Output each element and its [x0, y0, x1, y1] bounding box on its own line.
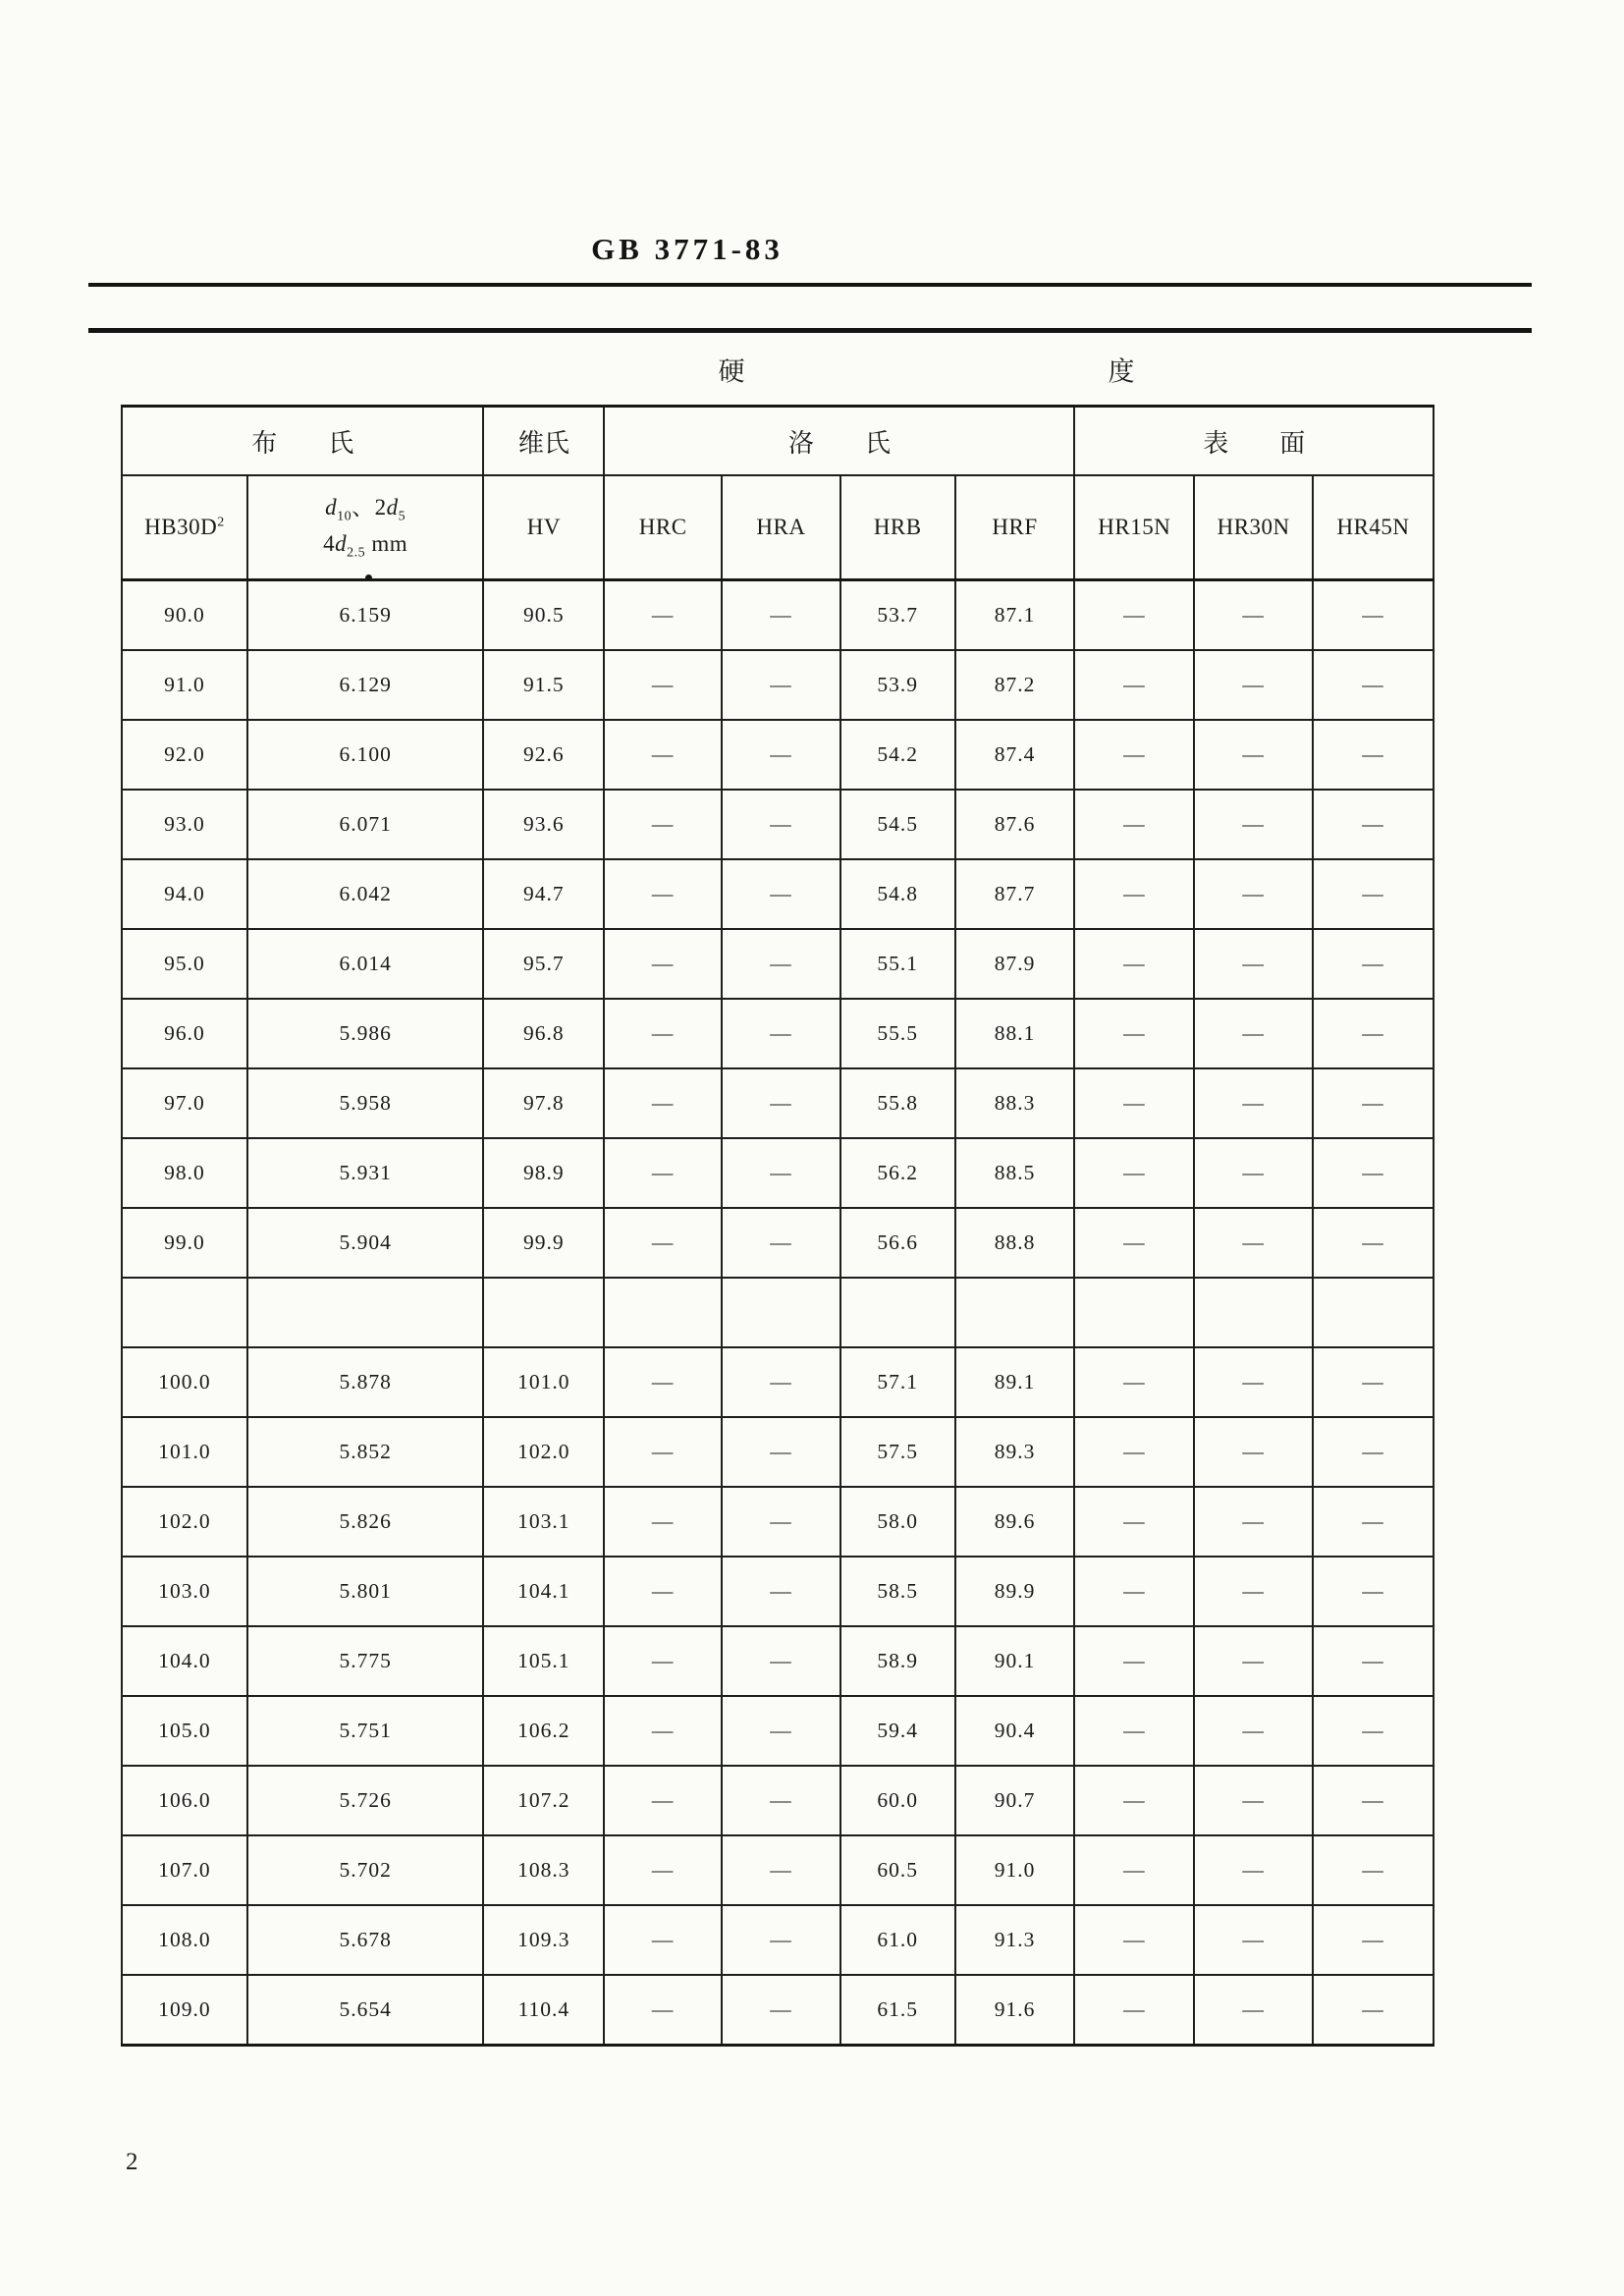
table-row — [122, 1696, 1434, 1766]
cell: — — [604, 650, 722, 720]
cell: 5.678 — [247, 1905, 484, 1975]
table-row — [122, 1347, 1434, 1417]
cell: — — [722, 1068, 840, 1138]
cell: 87.4 — [955, 720, 1075, 790]
cell: 96.0 — [122, 999, 247, 1068]
cell: 53.9 — [840, 650, 955, 720]
cell: — — [1313, 859, 1434, 929]
cell: — — [1074, 1417, 1194, 1487]
table-row — [122, 859, 1434, 929]
table-row — [122, 1278, 1434, 1347]
cell: 94.7 — [483, 859, 604, 929]
cell: — — [1074, 1905, 1194, 1975]
col-header-hrb: HRB — [840, 475, 955, 580]
cell: 96.8 — [483, 999, 604, 1068]
conversion-table — [121, 405, 1435, 2047]
cell: — — [1313, 929, 1434, 999]
cell: 58.0 — [840, 1487, 955, 1557]
cell: — — [604, 790, 722, 859]
cell: 100.0 — [122, 1347, 247, 1417]
cell: 98.9 — [483, 1138, 604, 1208]
cell: — — [1194, 790, 1313, 859]
cell: — — [1313, 1557, 1434, 1626]
cell: 5.702 — [247, 1835, 484, 1905]
cell: — — [1313, 1138, 1434, 1208]
cell — [955, 1278, 1075, 1347]
cell: 6.014 — [247, 929, 484, 999]
cell: 105.1 — [483, 1626, 604, 1696]
cell: — — [1194, 720, 1313, 790]
cell: — — [604, 1347, 722, 1417]
cell: — — [1074, 1347, 1194, 1417]
cell: — — [604, 859, 722, 929]
cell: — — [1074, 1696, 1194, 1766]
cell: — — [1074, 1766, 1194, 1835]
cell: 93.6 — [483, 790, 604, 859]
cell: — — [722, 1417, 840, 1487]
cell: 99.0 — [122, 1208, 247, 1278]
table-row — [122, 720, 1434, 790]
cell: 58.5 — [840, 1557, 955, 1626]
cell: — — [722, 1347, 840, 1417]
cell: 91.0 — [955, 1835, 1075, 1905]
cell: — — [1074, 790, 1194, 859]
cell: 5.931 — [247, 1138, 484, 1208]
page-number: 2 — [126, 2149, 138, 2175]
cell: — — [1194, 580, 1313, 651]
cell: 91.3 — [955, 1905, 1075, 1975]
cell: 88.1 — [955, 999, 1075, 1068]
cell — [604, 1278, 722, 1347]
cell: 5.986 — [247, 999, 484, 1068]
cell: — — [1313, 1696, 1434, 1766]
cell: — — [1313, 790, 1434, 859]
top-header-left-char: 硬 — [718, 356, 745, 386]
cell — [722, 1278, 840, 1347]
col-header-hb30d2: $HB30D^2$ — [122, 475, 247, 580]
cell: — — [1074, 1975, 1194, 2046]
cell: — — [722, 929, 840, 999]
cell: — — [1313, 1766, 1434, 1835]
table-row — [122, 1975, 1434, 2046]
cell: — — [1194, 1487, 1313, 1557]
cell: 54.2 — [840, 720, 955, 790]
cell: 57.1 — [840, 1347, 955, 1417]
cell: — — [1074, 580, 1194, 651]
table-row — [122, 580, 1434, 651]
cell: 5.775 — [247, 1626, 484, 1696]
cell: — — [722, 1487, 840, 1557]
cell: 95.7 — [483, 929, 604, 999]
cell: — — [1194, 859, 1313, 929]
cell: — — [1194, 1068, 1313, 1138]
cell: — — [1074, 1626, 1194, 1696]
cell: 90.7 — [955, 1766, 1075, 1835]
cell: — — [604, 1208, 722, 1278]
cell: — — [1074, 1487, 1194, 1557]
col-header-hr15n: HR15N — [1074, 475, 1194, 580]
cell: 88.8 — [955, 1208, 1075, 1278]
cell: — — [722, 1696, 840, 1766]
cell: 95.0 — [122, 929, 247, 999]
cell: — — [722, 1835, 840, 1905]
col-header-hrf: HRF — [955, 475, 1075, 580]
cell: 94.0 — [122, 859, 247, 929]
cell — [247, 1278, 484, 1347]
cell: 5.751 — [247, 1696, 484, 1766]
cell: — — [1194, 999, 1313, 1068]
cell: 107.0 — [122, 1835, 247, 1905]
cell: — — [722, 859, 840, 929]
cell: — — [1313, 1626, 1434, 1696]
cell: 105.0 — [122, 1696, 247, 1766]
cell: — — [1194, 1766, 1313, 1835]
cell: — — [1074, 1557, 1194, 1626]
cell: — — [1313, 1975, 1434, 2046]
cell: — — [1194, 1696, 1313, 1766]
cell: — — [1194, 1208, 1313, 1278]
cell: — — [604, 1975, 722, 2046]
cell: 55.8 — [840, 1068, 955, 1138]
cell: 60.0 — [840, 1766, 955, 1835]
cell: 99.9 — [483, 1208, 604, 1278]
cell: 87.2 — [955, 650, 1075, 720]
table-row — [122, 1068, 1434, 1138]
col-header-indentation-diameter: $d_{10}$、$2d_5$ $4d_{2.5}$ mm — [247, 475, 484, 580]
cell: 103.0 — [122, 1557, 247, 1626]
col-header-hra: HRA — [722, 475, 840, 580]
cell: — — [1313, 580, 1434, 651]
cell: 5.878 — [247, 1347, 484, 1417]
cell: — — [1313, 1487, 1434, 1557]
table-row — [122, 1208, 1434, 1278]
cell: 106.0 — [122, 1766, 247, 1835]
group-header-vickers: 维氏 — [483, 407, 604, 476]
cell: 5.852 — [247, 1417, 484, 1487]
cell: — — [1194, 1557, 1313, 1626]
table-row — [122, 790, 1434, 859]
cell — [840, 1278, 955, 1347]
cell — [1194, 1278, 1313, 1347]
cell: — — [1194, 650, 1313, 720]
table-row — [122, 1835, 1434, 1905]
cell: 91.5 — [483, 650, 604, 720]
cell: 61.0 — [840, 1905, 955, 1975]
cell: 90.4 — [955, 1696, 1075, 1766]
cell: 53.7 — [840, 580, 955, 651]
cell: — — [604, 1138, 722, 1208]
cell: 91.0 — [122, 650, 247, 720]
cell: — — [604, 1557, 722, 1626]
hardness-table — [88, 328, 1532, 2047]
cell: — — [1313, 1417, 1434, 1487]
cell: — — [722, 1975, 840, 2046]
cell: — — [1194, 1417, 1313, 1487]
horizontal-rule — [88, 283, 1532, 287]
cell: 87.1 — [955, 580, 1075, 651]
cell: 5.654 — [247, 1975, 484, 2046]
cell: 109.0 — [122, 1975, 247, 2046]
cell: — — [604, 929, 722, 999]
cell: — — [1313, 1835, 1434, 1905]
cell: 60.5 — [840, 1835, 955, 1905]
cell: — — [604, 1417, 722, 1487]
cell: 97.8 — [483, 1068, 604, 1138]
group-header-row — [122, 407, 1434, 476]
table-row — [122, 1766, 1434, 1835]
cell: — — [722, 580, 840, 651]
cell: 106.2 — [483, 1696, 604, 1766]
cell: — — [722, 650, 840, 720]
cell: — — [722, 790, 840, 859]
cell: 102.0 — [483, 1417, 604, 1487]
column-header-row — [122, 475, 1434, 580]
cell: 88.5 — [955, 1138, 1075, 1208]
cell — [122, 1278, 247, 1347]
top-header-row — [88, 333, 1532, 405]
cell: — — [1074, 1138, 1194, 1208]
cell: 97.0 — [122, 1068, 247, 1138]
cell: — — [722, 1138, 840, 1208]
cell: 93.0 — [122, 790, 247, 859]
cell: — — [1313, 1347, 1434, 1417]
cell: — — [1194, 929, 1313, 999]
group-header-rockwell: 洛 氏 — [604, 407, 1074, 476]
cell: — — [1313, 1905, 1434, 1975]
cell: — — [1074, 720, 1194, 790]
col-header-hv: HV — [483, 475, 604, 580]
cell: — — [604, 580, 722, 651]
cell: 104.0 — [122, 1626, 247, 1696]
cell: 108.0 — [122, 1905, 247, 1975]
cell: 90.1 — [955, 1626, 1075, 1696]
table-row — [122, 1138, 1434, 1208]
table-row — [122, 1487, 1434, 1557]
cell: 6.042 — [247, 859, 484, 929]
cell: — — [722, 1557, 840, 1626]
cell: 61.5 — [840, 1975, 955, 2046]
cell: 103.1 — [483, 1487, 604, 1557]
cell: 108.3 — [483, 1835, 604, 1905]
col-header-hr45n: HR45N — [1313, 475, 1434, 580]
cell — [1074, 1278, 1194, 1347]
cell: — — [722, 720, 840, 790]
cell: 6.129 — [247, 650, 484, 720]
cell — [1313, 1278, 1434, 1347]
cell: 92.6 — [483, 720, 604, 790]
cell: 104.1 — [483, 1557, 604, 1626]
cell: 6.071 — [247, 790, 484, 859]
cell: 59.4 — [840, 1696, 955, 1766]
cell: 91.6 — [955, 1975, 1075, 2046]
table-body — [122, 580, 1434, 2046]
cell: 55.1 — [840, 929, 955, 999]
cell: — — [1074, 1208, 1194, 1278]
cell: — — [1074, 929, 1194, 999]
cell: 98.0 — [122, 1138, 247, 1208]
cell: 5.726 — [247, 1766, 484, 1835]
cell: — — [1074, 1835, 1194, 1905]
cell: — — [604, 720, 722, 790]
cell: 57.5 — [840, 1417, 955, 1487]
cell: 56.2 — [840, 1138, 955, 1208]
page-title: GB 3771-83 — [591, 232, 784, 266]
cell: — — [1194, 1835, 1313, 1905]
cell: 6.100 — [247, 720, 484, 790]
cell: 56.6 — [840, 1208, 955, 1278]
cell: 87.7 — [955, 859, 1075, 929]
cell: — — [1313, 1068, 1434, 1138]
cell: — — [722, 999, 840, 1068]
cell: 92.0 — [122, 720, 247, 790]
cell: 89.6 — [955, 1487, 1075, 1557]
cell: 101.0 — [122, 1417, 247, 1487]
table-row — [122, 929, 1434, 999]
cell: — — [604, 1696, 722, 1766]
cell: — — [1194, 1975, 1313, 2046]
table-row — [122, 999, 1434, 1068]
col-header-hr30n: HR30N — [1194, 475, 1313, 580]
table-row — [122, 1626, 1434, 1696]
cell: — — [604, 1835, 722, 1905]
cell: — — [1313, 720, 1434, 790]
col-header-hrc: HRC — [604, 475, 722, 580]
table-row — [122, 1905, 1434, 1975]
cell: 55.5 — [840, 999, 955, 1068]
cell: 90.0 — [122, 580, 247, 651]
cell: — — [1313, 650, 1434, 720]
group-header-brinell: 布 氏 — [122, 407, 483, 476]
cell: — — [604, 1626, 722, 1696]
cell: — — [604, 1766, 722, 1835]
cell: 89.9 — [955, 1557, 1075, 1626]
cell: — — [1194, 1626, 1313, 1696]
cell: 54.8 — [840, 859, 955, 929]
cell: 89.1 — [955, 1347, 1075, 1417]
cell: — — [604, 1905, 722, 1975]
cell: 88.3 — [955, 1068, 1075, 1138]
table-row — [122, 1417, 1434, 1487]
cell: 109.3 — [483, 1905, 604, 1975]
cell: — — [1313, 999, 1434, 1068]
cell: 54.5 — [840, 790, 955, 859]
cell: — — [604, 1068, 722, 1138]
cell: 89.3 — [955, 1417, 1075, 1487]
cell: — — [1074, 999, 1194, 1068]
cell: — — [1313, 1208, 1434, 1278]
cell: 5.958 — [247, 1068, 484, 1138]
top-header-right-char: 度 — [1108, 356, 1135, 386]
cell: 90.5 — [483, 580, 604, 651]
cell: 102.0 — [122, 1487, 247, 1557]
cell: — — [604, 999, 722, 1068]
table-row — [122, 650, 1434, 720]
group-header-surface: 表 面 — [1074, 407, 1434, 476]
cell: — — [1074, 1068, 1194, 1138]
cell: — — [1074, 650, 1194, 720]
cell: 87.6 — [955, 790, 1075, 859]
cell: 107.2 — [483, 1766, 604, 1835]
cell: — — [722, 1626, 840, 1696]
cell: — — [604, 1487, 722, 1557]
cell: — — [1194, 1138, 1313, 1208]
cell: — — [1194, 1347, 1313, 1417]
cell: 87.9 — [955, 929, 1075, 999]
hb-exponent: 2 — [217, 515, 225, 530]
cell: 110.4 — [483, 1975, 604, 2046]
cell: — — [722, 1208, 840, 1278]
cell: — — [1074, 859, 1194, 929]
cell: — — [1194, 1905, 1313, 1975]
cell: — — [722, 1766, 840, 1835]
cell: 101.0 — [483, 1347, 604, 1417]
cell: 58.9 — [840, 1626, 955, 1696]
cell: 5.904 — [247, 1208, 484, 1278]
cell: 5.801 — [247, 1557, 484, 1626]
cell: 5.826 — [247, 1487, 484, 1557]
cell — [483, 1278, 604, 1347]
cell: 6.159 — [247, 580, 484, 651]
cell: — — [722, 1905, 840, 1975]
table-row — [122, 1557, 1434, 1626]
table-inner — [121, 405, 1435, 2047]
